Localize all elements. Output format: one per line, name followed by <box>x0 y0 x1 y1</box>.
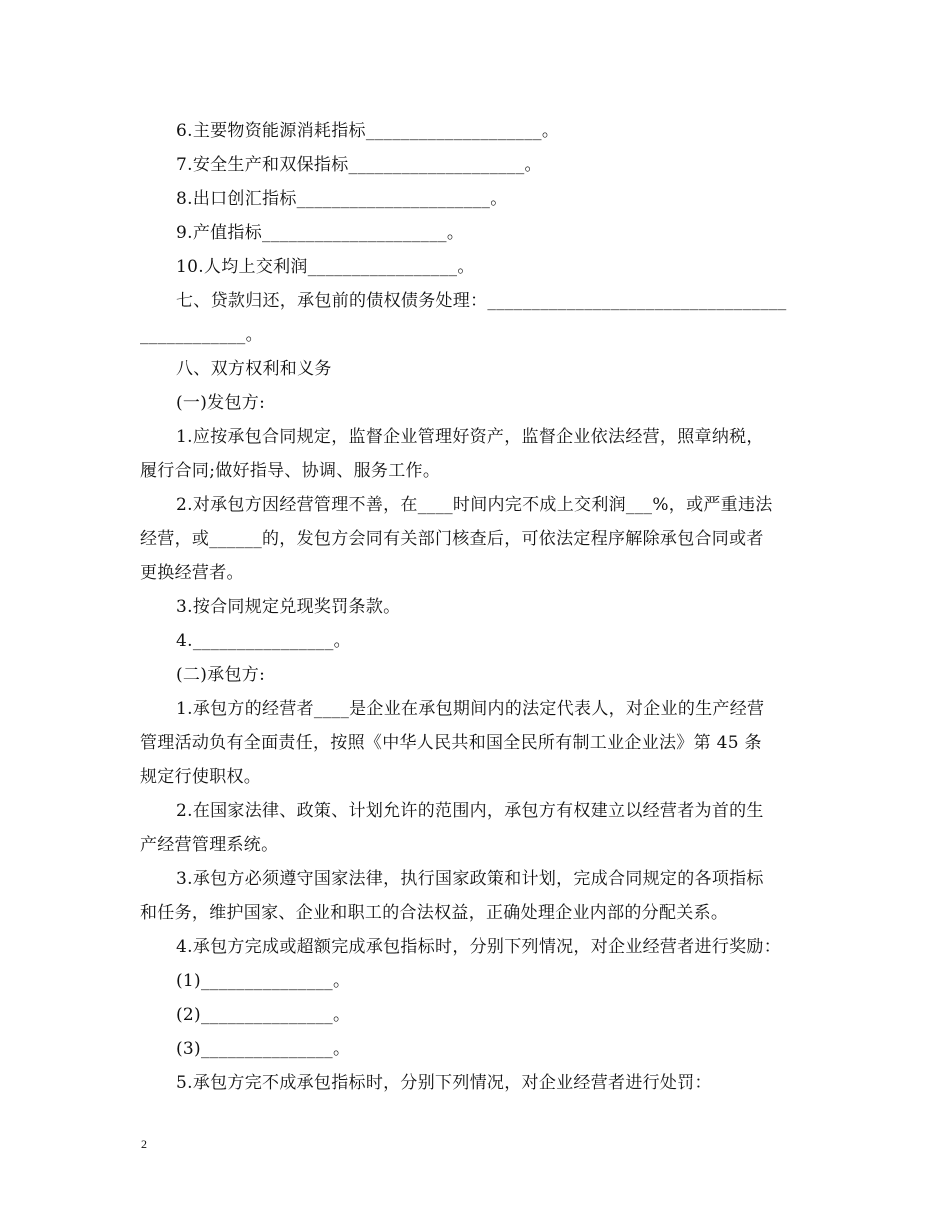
text-line: 七、贷款归还，承包前的债权债务处理：__________________________________ <box>176 291 787 311</box>
text-line: ____________。 <box>140 325 263 345</box>
text-line: 7.安全生产和双保指标____________________。 <box>176 155 542 175</box>
text-line: 5.承包方完不成承包指标时，分别下列情况，对企业经营者进行处罚： <box>176 1073 712 1093</box>
text-line: 6.主要物资能源消耗指标____________________。 <box>176 121 560 141</box>
subsection-heading: (二)承包方: <box>176 665 266 685</box>
text-line: 2.在国家法律、政策、计划允许的范围内，承包方有权建立以经营者为首的生 <box>176 801 764 821</box>
text-line: (2)_______________。 <box>176 1005 351 1025</box>
text-line: 3.承包方必须遵守国家法律，执行国家政策和计划，完成合同规定的各项指标 <box>176 869 764 889</box>
text-line: 和任务，维护国家、企业和职工的合法权益，正确处理企业内部的分配关系。 <box>140 903 729 923</box>
text-line: 经营，或______的，发包方会同有关部门核查后，可依法定程序解除承包合同或者 <box>140 529 764 549</box>
page-number: 2 <box>141 1137 147 1151</box>
text-line: 规定行使职权。 <box>140 767 262 787</box>
text-line: 产经营管理系统。 <box>140 835 279 855</box>
text-line: 更换经营者。 <box>140 563 244 583</box>
text-line: 4.承包方完成或超额完成承包指标时，分别下列情况，对企业经营者进行奖励： <box>176 937 782 957</box>
text-line: 2.对承包方因经营管理不善，在____时间内完不成上交利润___%，或严重违法 <box>176 495 773 515</box>
text-line: 1.承包方的经营者____是企业在承包期间内的法定代表人，对企业的生产经营 <box>176 699 765 719</box>
text-line: 4.________________。 <box>176 631 351 651</box>
text-line: 履行合同;做好指导、协调、服务工作。 <box>140 461 441 481</box>
text-line: 10.人均上交利润_________________。 <box>176 257 475 277</box>
text-line: 1.应按承包合同规定，监督企业管理好资产，监督企业依法经营，照章纳税， <box>176 427 764 447</box>
text-line: 管理活动负有全面责任，按照《中华人民共和国全民所有制工业企业法》第 45 条 <box>140 733 762 753</box>
text-line: 9.产值指标_____________________。 <box>176 223 465 243</box>
text-line: (1)_______________。 <box>176 971 351 991</box>
text-line: 8.出口创汇指标______________________。 <box>176 189 508 209</box>
text-line: (3)_______________。 <box>176 1039 351 1059</box>
section-heading: 八、双方权利和义务 <box>176 359 332 379</box>
subsection-heading: (一)发包方: <box>176 393 266 413</box>
text-line: 3.按合同规定兑现奖罚条款。 <box>176 597 401 617</box>
